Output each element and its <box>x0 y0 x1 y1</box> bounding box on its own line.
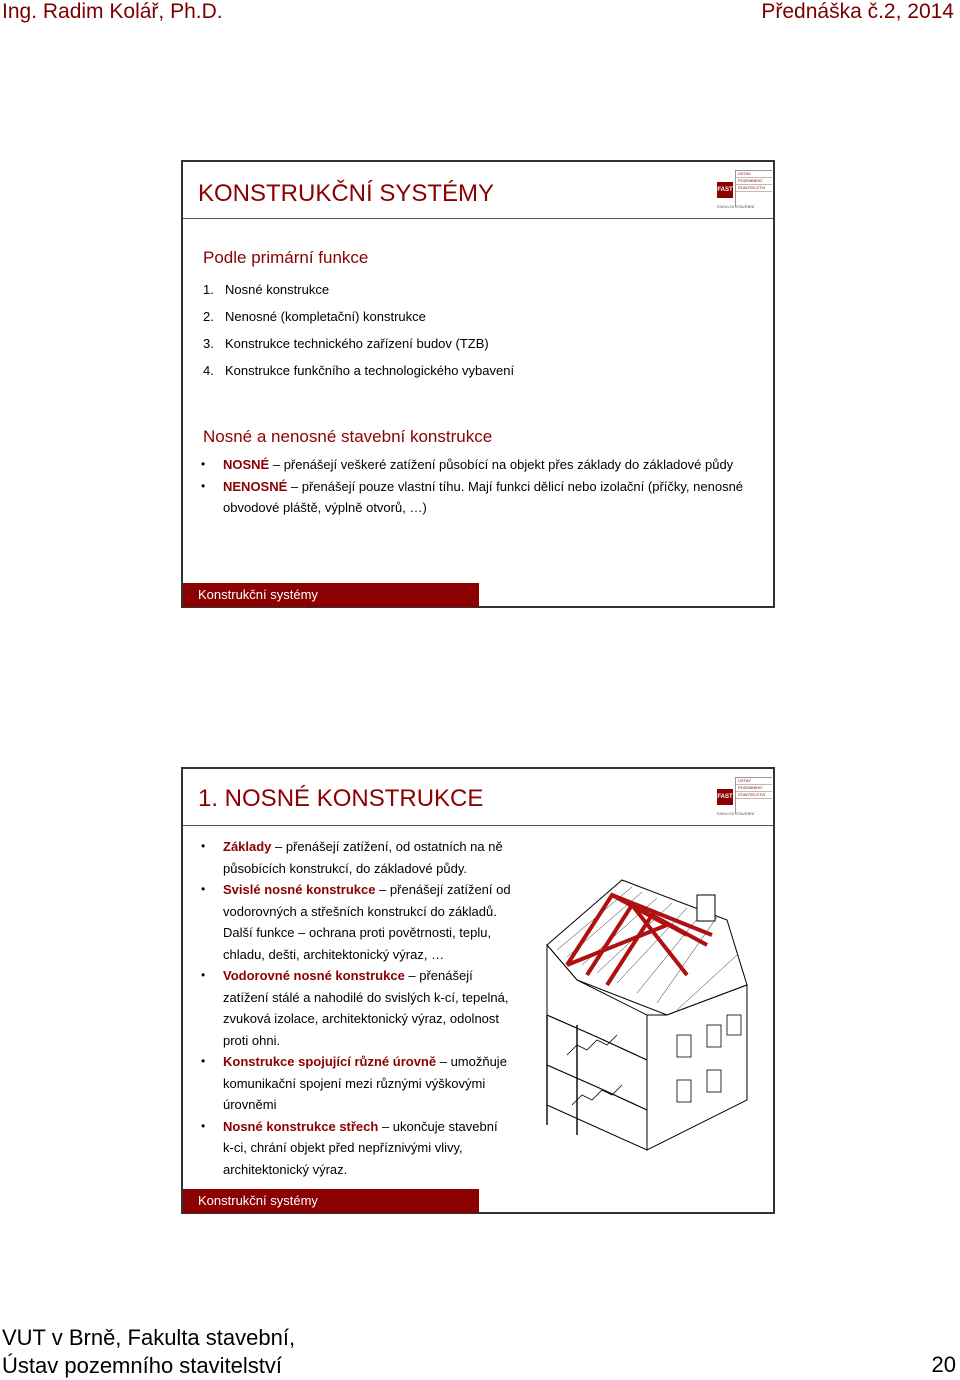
logo-line: POZEMNÍHO <box>736 178 772 185</box>
logo-line: STAVITELSTVÍ <box>736 792 772 799</box>
slide-footer-text: Konstrukční systémy <box>198 587 318 602</box>
lecture-label: Přednáška č.2, 2014 <box>761 0 954 23</box>
numbered-list <box>203 281 514 389</box>
logo-mark: FAST <box>717 182 733 198</box>
logo-line: STAVITELSTVÍ <box>736 185 772 192</box>
slide-footer-text: Konstrukční systémy <box>198 1193 318 1208</box>
list-item: 2. Nenosné (kompletační) konstrukce <box>203 309 426 324</box>
logo-sub: FAKULTA STAVEBNÍ <box>717 204 755 209</box>
section-heading-primary-function: Podle primární funkce <box>203 248 369 267</box>
list-item: 3. Konstrukce technického zařízení budov (TZB) <box>203 336 489 351</box>
logo-line: ÚSTAV <box>736 171 772 178</box>
page-footer <box>2 1324 295 1380</box>
list-item: • NENOSNÉ – přenášejí pouze vlastní tíhu. Mají funkci dělicí nebo izolační (příčky, nenosné obvodové pláště, výplně otvorů, …) <box>201 478 744 515</box>
section-heading-load-bearing: Nosné a nenosné stavební konstrukce <box>203 427 493 446</box>
list-item: • Vodorovné nosné konstrukce – přenášejí zatížení stálé a nahodilé do svislých k-cí, tepelná, zvuková izolace, architektonický výraz, odolnost proti ohni. <box>201 968 509 1048</box>
logo-lines <box>735 170 772 207</box>
slide-title: 1. NOSNÉ KONSTRUKCE <box>198 785 484 812</box>
page-number: 20 <box>931 1352 956 1377</box>
fast-logo-icon <box>717 775 773 821</box>
logo-line: POZEMNÍHO <box>736 785 772 792</box>
list-item: • Svislé nosné konstrukce – přenášejí zatížení od vodorovných a střešních konstrukcí do základů. Další funkce – ochrana proti povětrnosti, teplu, chladu, dešti, architektonický výraz, … <box>201 882 511 962</box>
list-item: • Konstrukce spojující různé úrovně – umožňuje komunikační spojení mezi různými výškovými úrovněmi <box>201 1054 507 1112</box>
slide-title-bar <box>183 162 773 219</box>
slide-title: KONSTRUKČNÍ SYSTÉMY <box>198 180 495 207</box>
list-item: • NOSNÉ – přenášejí veškeré zatížení působící na objekt přes základy do základové půdy <box>201 457 734 472</box>
page-header <box>0 0 960 30</box>
slide-footer-bar <box>183 1189 479 1213</box>
footer-line-institute: Ústav pozemního stavitelství <box>2 1353 283 1378</box>
list-item: • Základy – přenášejí zatížení, od ostatních na ně působících konstrukcí, do základové půdy. <box>201 839 503 876</box>
logo-lines <box>735 777 772 814</box>
bullet-list <box>201 454 761 519</box>
slide-footer-bar <box>183 583 479 607</box>
logo-line: ÚSTAV <box>736 778 772 785</box>
slide-1 <box>181 160 775 608</box>
list-item: 4. Konstrukce funkčního a technologického vybavení <box>203 363 515 378</box>
fast-logo-icon <box>717 168 773 214</box>
author-name: Ing. Radim Kolář, Ph.D. <box>2 0 223 23</box>
list-item: 1. Nosné konstrukce <box>203 282 330 297</box>
logo-mark: FAST <box>717 789 733 805</box>
list-item: • Nosné konstrukce střech – ukončuje stavební k-ci, chrání objekt před nepříznivými vlivy, architektonický výraz. <box>201 1118 498 1177</box>
building-cutaway-illustration <box>537 865 757 1155</box>
bullet-list <box>201 836 511 1180</box>
slide-title-bar <box>183 769 773 826</box>
logo-sub: FAKULTA STAVEBNÍ <box>717 811 755 816</box>
slide-2 <box>181 767 775 1214</box>
footer-line-university: VUT v Brně, Fakulta stavební, <box>2 1325 296 1350</box>
